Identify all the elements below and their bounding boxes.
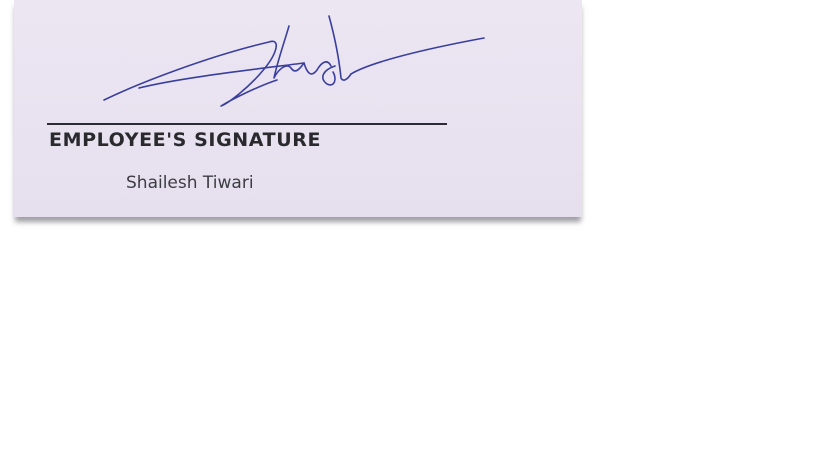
signature-label: EMPLOYEE'S SIGNATURE xyxy=(49,129,322,151)
employee-name: Shailesh Tiwari xyxy=(126,173,254,193)
handwritten-signature xyxy=(99,8,489,113)
signature-card xyxy=(14,0,582,217)
signature-line xyxy=(47,123,447,125)
